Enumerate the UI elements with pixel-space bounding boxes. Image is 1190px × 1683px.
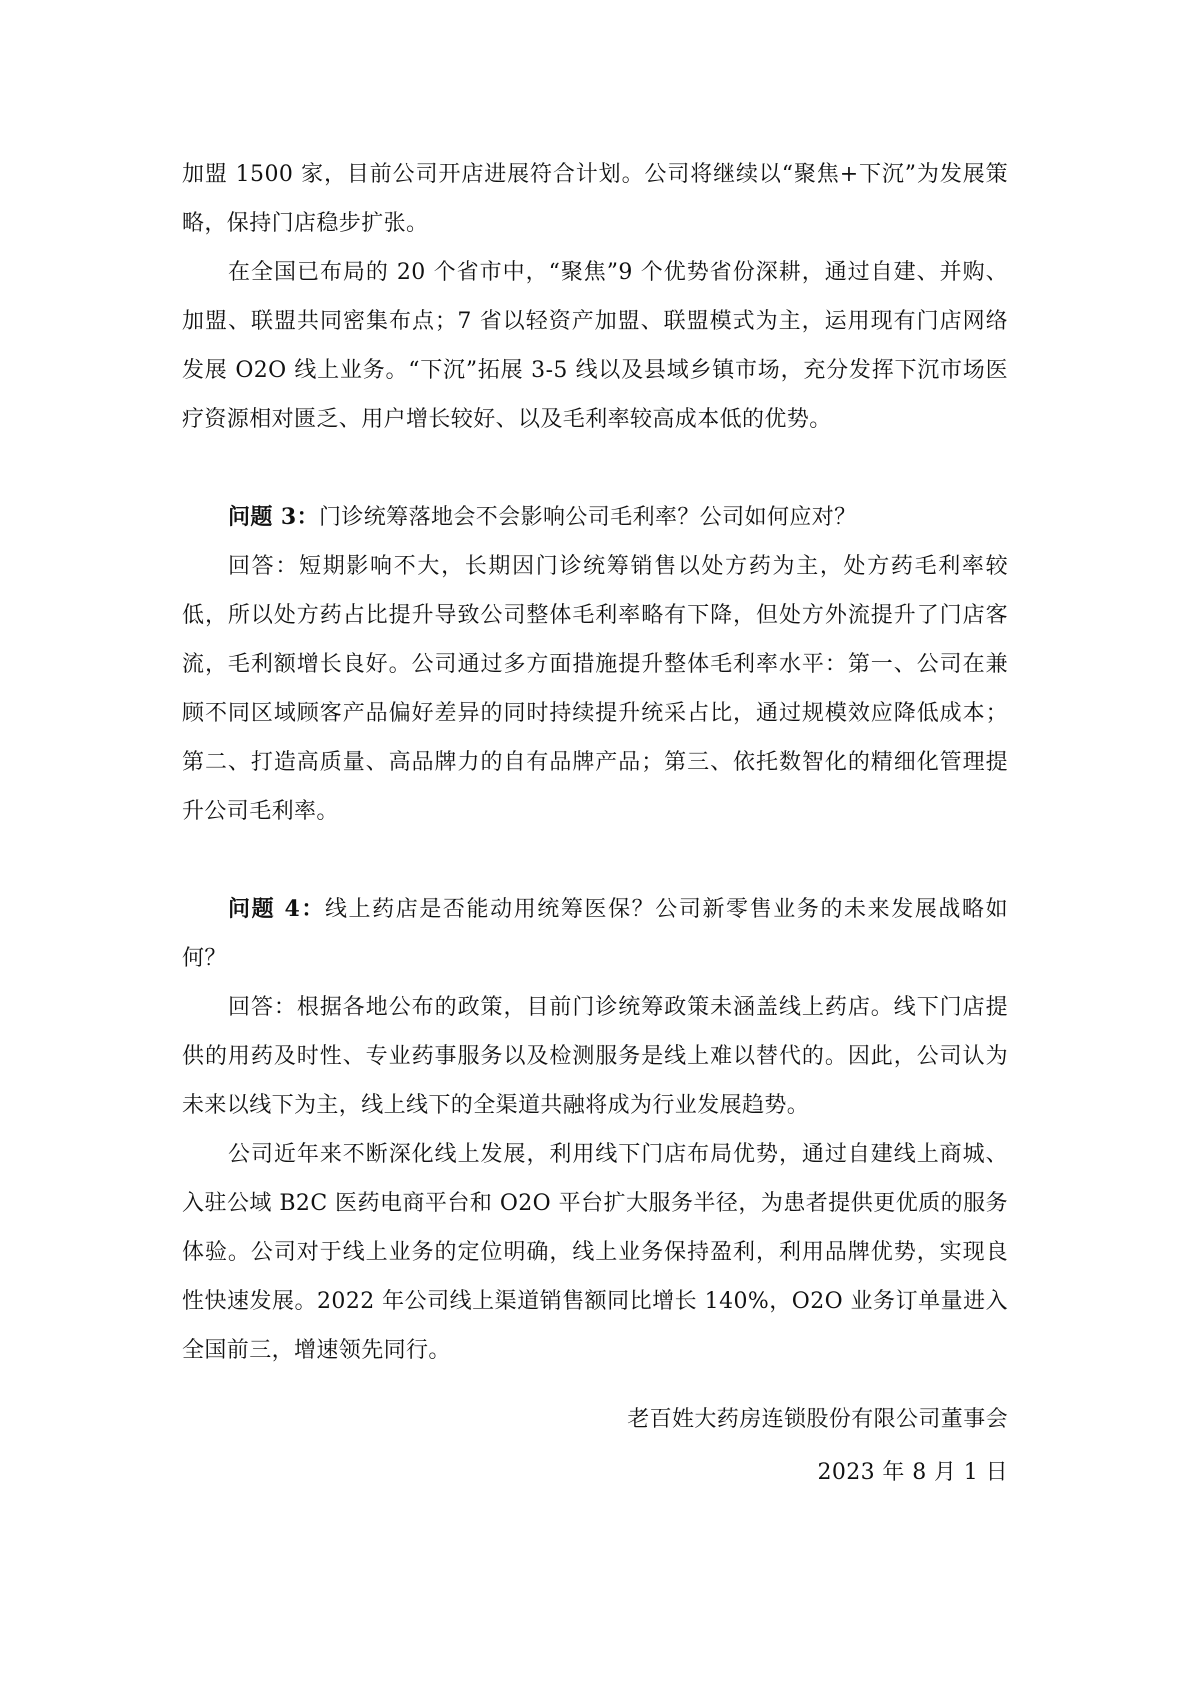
signature-company: 老百姓大药房连锁股份有限公司董事会 (627, 1407, 1008, 1432)
question-4-label: 问题 4： (228, 896, 325, 922)
paragraph-online-business: 公司近年来不断深化线上发展，利用线下门店布局优势，通过自建线上商城、入驻公域 B2C 医药电商平台和 O2O 平台扩大服务半径，为患者提供更优质的服务体验。公司对于线上业务的定位明确，线上业务保持盈利，利用品牌优势，实现良性快速发展。2022 年公司线上渠道销售额同比增长 140%，O2O 业务订单量进入全国前三，增速领先同行。 (182, 1142, 1008, 1363)
question-3-label: 问题 3： (228, 504, 319, 530)
paragraph-store-expansion: 加盟 1500 家，目前公司开店进展符合计划。公司将继续以“聚焦+下沉”为发展策略，保持门店稳步扩张。 (182, 162, 1008, 236)
paragraph-focus-sink-strategy: 在全国已布局的 20 个省市中，“聚焦”9 个优势省份深耕，通过自建、并购、加盟、联盟共同密集布点；7 省以轻资产加盟、联盟模式为主，运用现有门店网络发展 O2O 线上业务。“下沉”拓展 3-5 线以及县域乡镇市场，充分发挥下沉市场医疗资源相对匮乏、用户增长较好、以及毛利率较高成本低的优势。 (182, 260, 1008, 432)
question-3 (182, 493, 1008, 542)
signature-block (627, 1393, 1008, 1499)
section-gap (182, 836, 1008, 885)
question-4 (182, 885, 1008, 983)
answer-4: 回答：根据各地公布的政策，目前门诊统筹政策未涵盖线上药店。线下门店提供的用药及时性、专业药事服务以及检测服务是线上难以替代的。因此，公司认为未来以线下为主，线上线下的全渠道共融将成为行业发展趋势。 (182, 995, 1008, 1118)
signature-date: 2023 年 8 月 1 日 (817, 1460, 1008, 1485)
question-3-text: 门诊统筹落地会不会影响公司毛利率？公司如何应对？ (318, 505, 857, 530)
question-4-text: 线上药店是否能动用统筹医保？公司新零售业务的未来发展战略如何？ (182, 897, 1009, 971)
section-gap (182, 444, 1008, 493)
document-body (182, 150, 1008, 1375)
answer-3: 回答：短期影响不大，长期因门诊统筹销售以处方药为主，处方药毛利率较低，所以处方药占比提升导致公司整体毛利率略有下降，但处方外流提升了门店客流，毛利额增长良好。公司通过多方面措施提升整体毛利率水平：第一、公司在兼顾不同区域顾客产品偏好差异的同时持续提升统采占比，通过规模效应降低成本；第二、打造高质量、高品牌力的自有品牌产品；第三、依托数智化的精细化管理提升公司毛利率。 (182, 554, 1008, 824)
